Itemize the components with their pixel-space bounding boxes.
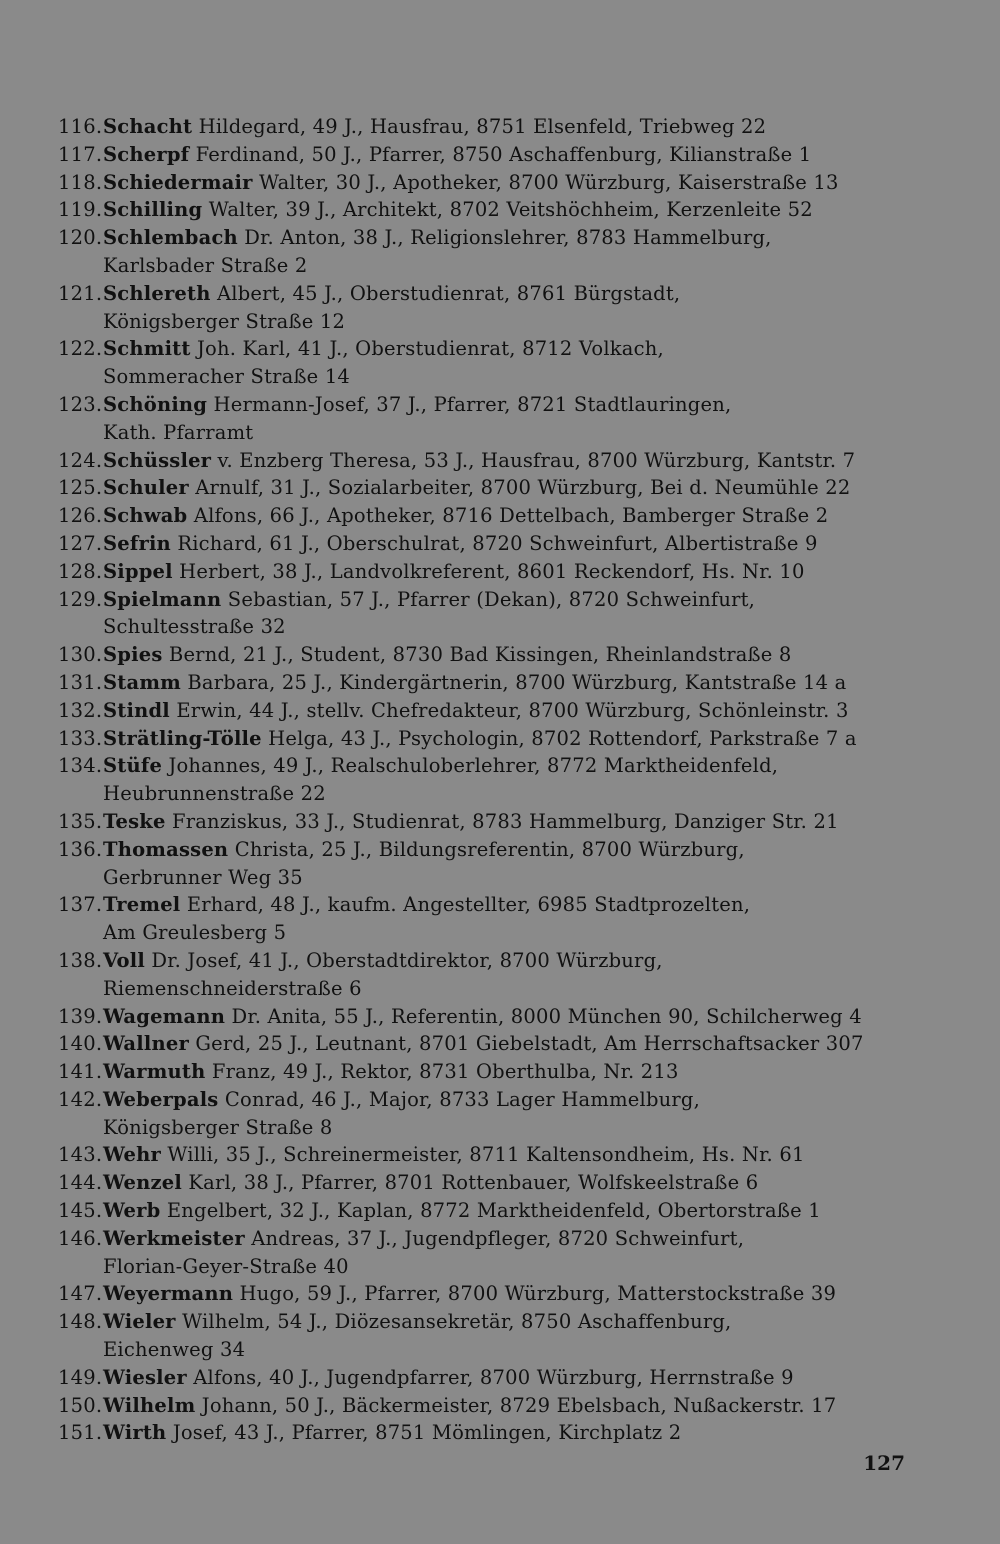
entry-line (103, 1280, 958, 1308)
entry-number: 147. (58, 1282, 103, 1306)
entry-text: Christa, 25 J., Bildungsreferentin, 8700 Würzburg, (228, 837, 745, 861)
entry-number: 128. (58, 559, 103, 583)
entry-number: 132. (58, 698, 103, 722)
entry-line (103, 1364, 958, 1392)
entry-text: Hildegard, 49 J., Hausfrau, 8751 Elsenfeld, Triebweg 22 (192, 115, 767, 138)
entry-surname: Schuler (103, 476, 189, 500)
entry-body (103, 641, 958, 669)
entry-body (103, 1308, 958, 1364)
entry-text: Florian-Geyer-Straße 40 (103, 1254, 349, 1278)
entry-body (103, 1225, 958, 1281)
entry-line (103, 669, 958, 697)
entry-line (103, 363, 958, 391)
entry-body (103, 224, 958, 280)
entry-line (103, 836, 958, 864)
entry-line (103, 1419, 958, 1447)
entry-text: Franz, 49 J., Rektor, 8731 Oberthulba, Nr. 213 (205, 1060, 679, 1084)
entry-text: Erhard, 48 J., kaufm. Angestellter, 6985 Stadtprozelten, (180, 893, 751, 917)
list-item (58, 224, 958, 280)
entry-number: 118. (58, 170, 103, 194)
entry-text: Erwin, 44 J., stellv. Chefredakteur, 8700 Würzburg, Schönleinstr. 3 (169, 698, 849, 722)
entry-number: 148. (58, 1310, 103, 1334)
entry-line (103, 252, 958, 280)
list-item (58, 891, 958, 947)
entry-line (103, 1058, 958, 1086)
entry-line (103, 530, 958, 558)
entry-surname: Schiedermair (103, 170, 253, 194)
entry-number: 143. (58, 1143, 103, 1167)
entry-number: 141. (58, 1060, 103, 1084)
entry-line (103, 1030, 958, 1058)
entry-surname: Warmuth (103, 1060, 206, 1084)
entry-body (103, 947, 958, 1003)
entry-surname: Weberpals (103, 1087, 219, 1111)
list-item (58, 1086, 958, 1142)
list-item (58, 113, 958, 141)
entry-line (103, 447, 958, 475)
entry-body (103, 1058, 958, 1086)
list-item (58, 669, 958, 697)
entry-number: 135. (58, 809, 103, 833)
entry-text: Riemenschneiderstraße 6 (103, 976, 362, 1000)
entry-body (103, 1364, 958, 1392)
entry-body (103, 669, 958, 697)
entry-number: 137. (58, 893, 103, 917)
entry-line (103, 613, 958, 641)
entry-line (103, 1197, 958, 1225)
entry-number: 138. (58, 948, 103, 972)
entry-line (103, 1141, 958, 1169)
list-item (58, 335, 958, 391)
entry-body (103, 586, 958, 642)
entry-number: 140. (58, 1032, 103, 1056)
entry-number: 139. (58, 1004, 103, 1028)
entry-surname: Werkmeister (103, 1226, 245, 1250)
entry-text: Richard, 61 J., Oberschulrat, 8720 Schweinfurt, Albertistraße 9 (170, 531, 818, 555)
entry-text: Herbert, 38 J., Landvolkreferent, 8601 Reckendorf, Hs. Nr. 10 (172, 559, 805, 583)
entry-text: Walter, 30 J., Apotheker, 8700 Würzburg, Kaiserstraße 13 (252, 170, 839, 194)
list-item (58, 1308, 958, 1364)
entry-number: 119. (58, 198, 103, 222)
entry-line (103, 1086, 958, 1114)
entry-line (103, 113, 958, 141)
entry-text: Alfons, 40 J., Jugendpfarrer, 8700 Würzburg, Herrnstraße 9 (186, 1365, 794, 1389)
entry-line (103, 919, 958, 947)
entry-surname: Scherpf (103, 142, 190, 166)
entry-number: 149. (58, 1365, 103, 1389)
entry-text: Franziskus, 33 J., Studienrat, 8783 Hammelburg, Danziger Str. 21 (165, 809, 839, 833)
entry-text: Engelbert, 32 J., Kaplan, 8772 Marktheidenfeld, Obertorstraße 1 (160, 1199, 821, 1223)
entry-line (103, 780, 958, 808)
list-item (58, 697, 958, 725)
entry-text: Dr. Josef, 41 J., Oberstadtdirektor, 8700 Würzburg, (144, 948, 663, 972)
entry-text: Bernd, 21 J., Student, 8730 Bad Kissingen, Rheinlandstraße 8 (162, 643, 792, 667)
entry-body (103, 474, 958, 502)
entry-number: 136. (58, 837, 103, 861)
entry-text: Arnulf, 31 J., Sozialarbeiter, 8700 Würzburg, Bei d. Neumühle 22 (188, 476, 851, 500)
list-item (58, 586, 958, 642)
entry-line (103, 725, 958, 753)
list-item (58, 641, 958, 669)
entry-text: Josef, 43 J., Pfarrer, 8751 Mömlingen, Kirchplatz 2 (166, 1421, 682, 1445)
entry-text: Conrad, 46 J., Major, 8733 Lager Hammelburg, (218, 1087, 700, 1111)
entry-text: Dr. Anita, 55 J., Referentin, 8000 München 90, Schilcherweg 4 (225, 1004, 862, 1028)
list-item (58, 725, 958, 753)
list-item (58, 1169, 958, 1197)
entry-body (103, 530, 958, 558)
entry-line (103, 196, 958, 224)
list-item (58, 502, 958, 530)
entry-line (103, 641, 958, 669)
entry-body (103, 196, 958, 224)
entry-line (103, 1253, 958, 1281)
entry-text: Hermann-Josef, 37 J., Pfarrer, 8721 Stadtlauringen, (207, 392, 732, 416)
entry-surname: Schmitt (103, 337, 191, 361)
entry-surname: Wagemann (103, 1004, 226, 1028)
list-item (58, 1003, 958, 1031)
entry-text: Königsberger Straße 8 (103, 1115, 333, 1139)
entry-surname: Stüfe (103, 754, 163, 778)
entry-text: Willi, 35 J., Schreinermeister, 8711 Kaltensondheim, Hs. Nr. 61 (160, 1143, 805, 1167)
list-item (58, 1280, 958, 1308)
entry-body (103, 391, 958, 447)
entry-line (103, 947, 958, 975)
entry-body (103, 1280, 958, 1308)
entry-line (103, 391, 958, 419)
entry-body (103, 1169, 958, 1197)
entry-text: Schultesstraße 32 (103, 615, 286, 639)
list-item (58, 196, 958, 224)
entry-number: 130. (58, 643, 103, 667)
list-item (58, 836, 958, 892)
entry-number: 131. (58, 670, 103, 694)
entry-text: Sebastian, 57 J., Pfarrer (Dekan), 8720 Schweinfurt, (221, 587, 756, 611)
list-item (58, 1197, 958, 1225)
entry-surname: Voll (103, 948, 145, 972)
entry-surname: Wirth (103, 1421, 167, 1445)
entry-number: 146. (58, 1226, 103, 1250)
entry-surname: Schwab (103, 504, 188, 528)
entry-text: Dr. Anton, 38 J., Religionslehrer, 8783 Hammelburg, (237, 226, 772, 250)
entry-line (103, 1225, 958, 1253)
entry-number: 129. (58, 587, 103, 611)
entry-text: Karl, 38 J., Pfarrer, 8701 Rottenbauer, Wolfskeelstraße 6 (181, 1171, 759, 1195)
entry-line (103, 586, 958, 614)
entry-text: Walter, 39 J., Architekt, 8702 Veitshöchheim, Kerzenleite 52 (202, 198, 813, 222)
entry-line (103, 335, 958, 363)
entry-text: Joh. Karl, 41 J., Oberstudienrat, 8712 Volkach, (190, 337, 664, 361)
entry-body (103, 891, 958, 947)
entry-body (103, 1197, 958, 1225)
entry-text: Wilhelm, 54 J., Diözesansekretär, 8750 Aschaffenburg, (175, 1310, 732, 1334)
list-item (58, 808, 958, 836)
entry-text: v. Enzberg Theresa, 53 J., Hausfrau, 8700 Würzburg, Kantstr. 7 (211, 448, 856, 472)
list-item (58, 558, 958, 586)
entry-line (103, 891, 958, 919)
entry-surname: Wieler (103, 1310, 176, 1334)
entry-text: Gerd, 25 J., Leutnant, 8701 Giebelstadt, Am Herrschaftsacker 307 (188, 1032, 864, 1056)
entry-number: 117. (58, 142, 103, 166)
entry-body (103, 335, 958, 391)
entry-number: 142. (58, 1087, 103, 1111)
entry-line (103, 280, 958, 308)
entry-surname: Wallner (103, 1032, 189, 1056)
entry-surname: Sefrin (103, 531, 171, 555)
entry-number: 126. (58, 504, 103, 528)
entry-text: Johannes, 49 J., Realschuloberlehrer, 8772 Marktheidenfeld, (162, 754, 779, 778)
entry-surname: Schlereth (103, 281, 211, 305)
entry-number: 120. (58, 226, 103, 250)
entry-line (103, 1308, 958, 1336)
entry-surname: Wiesler (103, 1365, 187, 1389)
entry-number: 124. (58, 448, 103, 472)
entry-number: 116. (58, 115, 103, 138)
list-item (58, 474, 958, 502)
entry-line (103, 808, 958, 836)
list-item (58, 752, 958, 808)
entry-surname: Schöning (103, 392, 208, 416)
entry-list (58, 113, 958, 1447)
entry-text: Königsberger Straße 12 (103, 309, 346, 333)
entry-number: 127. (58, 531, 103, 555)
entry-number: 145. (58, 1199, 103, 1223)
entry-line (103, 752, 958, 780)
entry-number: 144. (58, 1171, 103, 1195)
entry-surname: Teske (103, 809, 166, 833)
entry-line (103, 1169, 958, 1197)
list-item (58, 391, 958, 447)
entry-text: Hugo, 59 J., Pfarrer, 8700 Würzburg, Matterstockstraße 39 (233, 1282, 837, 1306)
entry-body (103, 558, 958, 586)
entry-body (103, 1086, 958, 1142)
entry-body (103, 1030, 958, 1058)
entry-text: Alfons, 66 J., Apotheker, 8716 Dettelbach, Bamberger Straße 2 (187, 504, 829, 528)
entry-line (103, 864, 958, 892)
entry-number: 125. (58, 476, 103, 500)
entry-text: Heubrunnenstraße 22 (103, 782, 326, 806)
entry-surname: Schilling (103, 198, 203, 222)
entry-text: Johann, 50 J., Bäckermeister, 8729 Ebelsbach, Nußackerstr. 17 (195, 1393, 837, 1417)
entry-number: 123. (58, 392, 103, 416)
entry-surname: Tremel (103, 893, 181, 917)
entry-text: Eichenweg 34 (103, 1338, 246, 1362)
entry-line (103, 141, 958, 169)
entry-line (103, 1336, 958, 1364)
page-number: 127 (863, 1451, 905, 1475)
entry-line (103, 1392, 958, 1420)
entry-line (103, 975, 958, 1003)
list-item (58, 141, 958, 169)
entry-line (103, 169, 958, 197)
list-item (58, 447, 958, 475)
entry-surname: Sippel (103, 559, 173, 583)
entry-body (103, 502, 958, 530)
entry-body (103, 1003, 958, 1031)
entry-body (103, 113, 958, 141)
list-item (58, 1141, 958, 1169)
entry-line (103, 224, 958, 252)
list-item (58, 1030, 958, 1058)
list-item (58, 1419, 958, 1447)
entry-text: Barbara, 25 J., Kindergärtnerin, 8700 Würzburg, Kantstraße 14 a (181, 670, 847, 694)
entry-surname: Wenzel (103, 1171, 182, 1195)
entry-surname: Schüssler (103, 448, 212, 472)
entry-text: Karlsbader Straße 2 (103, 253, 308, 277)
entry-body (103, 808, 958, 836)
entry-line (103, 1003, 958, 1031)
entry-line (103, 419, 958, 447)
entry-surname: Spielmann (103, 587, 222, 611)
entry-surname: Weyermann (103, 1282, 234, 1306)
entry-number: 150. (58, 1393, 103, 1417)
entry-line (103, 558, 958, 586)
entry-surname: Schlembach (103, 226, 238, 250)
entry-surname: Wehr (103, 1143, 161, 1167)
list-item (58, 1225, 958, 1281)
list-item (58, 530, 958, 558)
entry-body (103, 1141, 958, 1169)
entry-line (103, 1114, 958, 1142)
entry-body (103, 1419, 958, 1447)
list-item (58, 280, 958, 336)
entry-number: 121. (58, 281, 103, 305)
entry-body (103, 725, 958, 753)
entry-text: Gerbrunner Weg 35 (103, 865, 303, 889)
entry-text: Andreas, 37 J., Jugendpfleger, 8720 Schweinfurt, (244, 1226, 745, 1250)
list-item (58, 169, 958, 197)
entry-body (103, 141, 958, 169)
entry-surname: Schacht (103, 115, 193, 138)
entry-surname: Wilhelm (103, 1393, 196, 1417)
entry-surname: Strätling-Tölle (103, 726, 262, 750)
entry-text: Sommeracher Straße 14 (103, 365, 351, 389)
entry-body (103, 169, 958, 197)
list-item (58, 1392, 958, 1420)
entry-body (103, 447, 958, 475)
entry-number: 133. (58, 726, 103, 750)
entry-body (103, 752, 958, 808)
entry-text: Am Greulesberg 5 (103, 921, 287, 945)
entry-body (103, 280, 958, 336)
entry-text: Albert, 45 J., Oberstudienrat, 8761 Bürgstadt, (210, 281, 681, 305)
entry-line (103, 697, 958, 725)
entry-number: 151. (58, 1421, 103, 1445)
entry-text: Kath. Pfarramt (103, 420, 254, 444)
entry-body (103, 697, 958, 725)
entry-surname: Spies (103, 643, 163, 667)
entry-surname: Stamm (103, 670, 181, 694)
list-item (58, 1058, 958, 1086)
entry-line (103, 474, 958, 502)
entry-text: Ferdinand, 50 J., Pfarrer, 8750 Aschaffenburg, Kilianstraße 1 (189, 142, 812, 166)
list-item (58, 1364, 958, 1392)
entry-line (103, 308, 958, 336)
entry-surname: Stindl (103, 698, 170, 722)
list-item (58, 947, 958, 1003)
entry-number: 134. (58, 754, 103, 778)
entry-text: Helga, 43 J., Psychologin, 8702 Rottendorf, Parkstraße 7 a (261, 726, 857, 750)
entry-surname: Thomassen (103, 837, 229, 861)
entry-line (103, 502, 958, 530)
entry-surname: Werb (103, 1199, 161, 1223)
entry-number: 122. (58, 337, 103, 361)
entry-body (103, 836, 958, 892)
entry-body (103, 1392, 958, 1420)
